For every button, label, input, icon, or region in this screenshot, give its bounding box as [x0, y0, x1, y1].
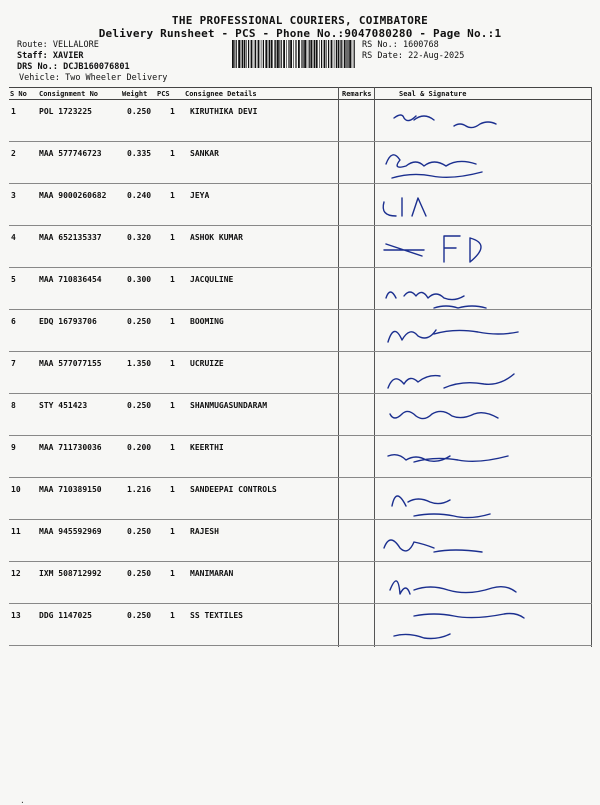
signature-ink	[374, 478, 588, 520]
row-consignee: JACQULINE	[190, 275, 234, 284]
barcode	[232, 40, 356, 68]
signature-ink	[374, 394, 588, 436]
table-row	[9, 604, 592, 646]
vehicle-label: Vehicle:	[19, 73, 60, 83]
row-pcs: 1	[170, 317, 175, 326]
barcode-bar	[258, 40, 260, 68]
row-consignee: SANKAR	[190, 149, 219, 158]
row-pcs: 1	[170, 359, 175, 368]
row-weight: 0.250	[127, 569, 152, 578]
row-weight: 0.250	[127, 401, 152, 410]
row-pcs: 1	[170, 527, 175, 536]
row-sno: 7	[11, 359, 16, 368]
rs-no-value: 1600768	[402, 40, 439, 50]
scan-mark: .	[20, 796, 25, 805]
row-pcs: 1	[170, 107, 175, 116]
table-row	[9, 562, 592, 604]
row-consignment-no: MAA 710389150	[39, 485, 102, 494]
signature-ink	[374, 184, 588, 226]
barcode-bar	[254, 40, 255, 68]
row-consignment-no: EDQ 16793706	[39, 317, 97, 326]
handwritten-signature	[374, 184, 588, 226]
barcode-bar	[268, 40, 269, 68]
handwritten-signature	[374, 520, 588, 562]
barcode-bar	[346, 40, 347, 68]
barcode-bar	[307, 40, 308, 68]
row-pcs: 1	[170, 611, 175, 620]
row-weight: 0.250	[127, 317, 152, 326]
barcode-bar	[331, 40, 333, 68]
table-row	[9, 394, 592, 436]
route-value: VELLALORE	[52, 40, 99, 50]
col-seal: Seal & Signature	[399, 90, 467, 98]
barcode-bar	[326, 40, 327, 68]
table-row	[9, 268, 592, 310]
barcode-bar	[265, 40, 267, 68]
barcode-bar	[304, 40, 306, 68]
signature-ink	[374, 352, 588, 394]
handwritten-signature	[374, 604, 588, 646]
row-consignment-no: DDG 1147025	[39, 611, 92, 620]
row-consignee: JEYA	[190, 191, 210, 200]
row-sno: 10	[11, 485, 21, 494]
row-pcs: 1	[170, 275, 175, 284]
barcode-bar	[261, 40, 262, 68]
row-consignee: SANDEEPAI CONTROLS	[190, 485, 277, 494]
barcode-bar	[324, 40, 326, 68]
barcode-bar	[251, 40, 253, 68]
row-pcs: 1	[170, 149, 175, 158]
barcode-bar	[336, 40, 337, 68]
barcode-bar	[313, 40, 314, 68]
barcode-bar	[274, 40, 275, 68]
barcode-bar	[341, 40, 342, 68]
signature-ink	[374, 268, 588, 310]
barcode-bar	[354, 40, 355, 68]
signature-ink	[374, 520, 588, 562]
barcode-bar	[269, 40, 270, 68]
row-consignment-no: MAA 711730036	[39, 443, 102, 452]
row-sno: 12	[11, 569, 21, 578]
row-sno: 5	[11, 275, 16, 284]
barcode-bar	[309, 40, 310, 68]
row-consignment-no: STY 451423	[39, 401, 88, 410]
barcode-bar	[340, 40, 341, 68]
row-consignment-no: IXM 508712992	[39, 569, 102, 578]
barcode-bar	[236, 40, 237, 68]
barcode-bar	[295, 40, 296, 68]
row-weight: 0.250	[127, 107, 152, 116]
table-row	[9, 352, 592, 394]
drs-line	[17, 62, 130, 73]
row-sno: 6	[11, 317, 16, 326]
row-consignee: KIRUTHIKA DEVI	[190, 107, 258, 116]
row-weight: 0.250	[127, 527, 152, 536]
rs-no-line	[362, 40, 439, 51]
row-separator	[9, 645, 592, 646]
rs-date-line	[362, 51, 464, 62]
col-weight: Weight	[122, 90, 148, 98]
barcode-bar	[321, 40, 322, 68]
barcode-bar	[246, 40, 247, 68]
col-remarks: Remarks	[342, 90, 372, 98]
row-pcs: 1	[170, 443, 175, 452]
signature-ink	[374, 604, 588, 646]
barcode-bar	[244, 40, 246, 68]
row-consignee: MANIMARAN	[190, 569, 234, 578]
barcode-bar	[255, 40, 256, 68]
barcode-bar	[314, 40, 315, 68]
handwritten-signature	[374, 436, 588, 478]
table-row	[9, 478, 592, 520]
row-weight: 0.300	[127, 275, 152, 284]
row-sno: 2	[11, 149, 16, 158]
handwritten-signature	[374, 478, 588, 520]
barcode-bar	[232, 40, 234, 68]
col-sno: S No	[10, 90, 27, 98]
table-row	[9, 226, 592, 268]
barcode-bar	[328, 40, 329, 68]
row-weight: 0.200	[127, 443, 152, 452]
table-row	[9, 142, 592, 184]
row-consignment-no: MAA 652135337	[39, 233, 102, 242]
col-pcs: PCS	[157, 90, 170, 98]
barcode-bar	[301, 40, 302, 68]
row-consignment-no: MAA 9000260682	[39, 191, 107, 200]
barcode-bar	[349, 40, 351, 68]
signature-ink	[374, 562, 588, 604]
row-consignee: SS TEXTILES	[190, 611, 243, 620]
col-consignment: Consignment No	[39, 90, 99, 98]
barcode-bar	[281, 40, 282, 68]
barcode-bar	[338, 40, 340, 68]
barcode-bar	[352, 40, 353, 68]
row-sno: 8	[11, 401, 16, 410]
staff-value: XAVIER	[52, 51, 84, 61]
table-row	[9, 310, 592, 352]
row-consignee: RAJESH	[190, 527, 219, 536]
route-label: Route:	[17, 40, 48, 50]
barcode-bar	[242, 40, 243, 68]
barcode-bar	[286, 40, 287, 68]
row-consignee: SHANMUGASUNDARAM	[190, 401, 268, 410]
barcode-bar	[316, 40, 318, 68]
row-consignee: ASHOK KUMAR	[190, 233, 243, 242]
row-consignee: UCRUIZE	[190, 359, 224, 368]
table-row	[9, 520, 592, 562]
barcode-bar	[271, 40, 273, 68]
signature-ink	[374, 142, 588, 184]
barcode-bar	[275, 40, 276, 68]
barcode-bar	[298, 40, 300, 68]
row-consignment-no: MAA 577077155	[39, 359, 102, 368]
row-weight: 0.250	[127, 611, 152, 620]
barcode-bar	[279, 40, 280, 68]
row-consignment-no: MAA 577746723	[39, 149, 102, 158]
row-consignee: KEERTHI	[190, 443, 224, 452]
barcode-bar	[283, 40, 285, 68]
runsheet-table	[9, 87, 592, 647]
row-weight: 0.335	[127, 149, 152, 158]
barcode-bar	[263, 40, 264, 68]
row-sno: 11	[11, 527, 21, 536]
row-sno: 4	[11, 233, 16, 242]
signature-ink	[374, 226, 588, 268]
route-line	[17, 40, 99, 51]
row-sno: 1	[11, 107, 16, 116]
handwritten-signature	[374, 142, 588, 184]
barcode-bar	[334, 40, 335, 68]
barcode-bar	[302, 40, 303, 68]
row-weight: 0.240	[127, 191, 152, 200]
col-consignee: Consignee Details	[185, 90, 257, 98]
staff-line	[17, 51, 84, 62]
row-consignment-no: MAA 710836454	[39, 275, 102, 284]
row-weight: 0.320	[127, 233, 152, 242]
barcode-bar	[293, 40, 294, 68]
handwritten-signature	[374, 394, 588, 436]
company-title: THE PROFESSIONAL COURIERS, COIMBATORE	[171, 14, 429, 27]
barcode-bar	[234, 40, 235, 68]
signature-ink	[374, 436, 588, 478]
handwritten-signature	[374, 310, 588, 352]
row-weight: 1.350	[127, 359, 152, 368]
barcode-bar	[290, 40, 292, 68]
row-consignee: BOOMING	[190, 317, 224, 326]
row-pcs: 1	[170, 569, 175, 578]
rs-no-label: RS No.:	[362, 40, 398, 50]
rs-date-value: 22-Aug-2025	[408, 51, 465, 61]
signature-ink	[374, 310, 588, 352]
row-sno: 9	[11, 443, 16, 452]
table-row	[9, 100, 592, 142]
row-pcs: 1	[170, 191, 175, 200]
rs-date-label: RS Date:	[362, 51, 403, 61]
table-row	[9, 184, 592, 226]
row-pcs: 1	[170, 401, 175, 410]
barcode-bar	[238, 40, 240, 68]
row-pcs: 1	[170, 485, 175, 494]
drs-value: DCJB160076801	[63, 62, 130, 72]
runsheet-subtitle: Delivery Runsheet - PCS - Phone No.:9047080280 - Page No.:1	[98, 27, 502, 40]
handwritten-signature	[374, 226, 588, 268]
handwritten-signature	[374, 100, 588, 142]
barcode-bar	[288, 40, 289, 68]
row-consignment-no: POL 1723225	[39, 107, 92, 116]
barcode-bar	[344, 40, 346, 68]
row-consignment-no: MAA 945592969	[39, 527, 102, 536]
vehicle-line	[19, 73, 167, 84]
handwritten-signature	[374, 562, 588, 604]
drs-label: DRS No.:	[17, 62, 58, 72]
barcode-bar	[241, 40, 242, 68]
row-sno: 3	[11, 191, 16, 200]
barcode-bar	[347, 40, 348, 68]
handwritten-signature	[374, 352, 588, 394]
barcode-bar	[319, 40, 320, 68]
row-pcs: 1	[170, 233, 175, 242]
staff-label: Staff:	[17, 51, 48, 61]
row-weight: 1.216	[127, 485, 152, 494]
header-top-line	[9, 87, 592, 88]
barcode-bar	[310, 40, 312, 68]
barcode-bar	[277, 40, 279, 68]
barcode-bar	[248, 40, 249, 68]
row-sno: 13	[11, 611, 21, 620]
handwritten-signature	[374, 268, 588, 310]
vehicle-value: Two Wheeler Delivery	[65, 73, 168, 83]
signature-ink	[374, 100, 588, 142]
table-row	[9, 436, 592, 478]
